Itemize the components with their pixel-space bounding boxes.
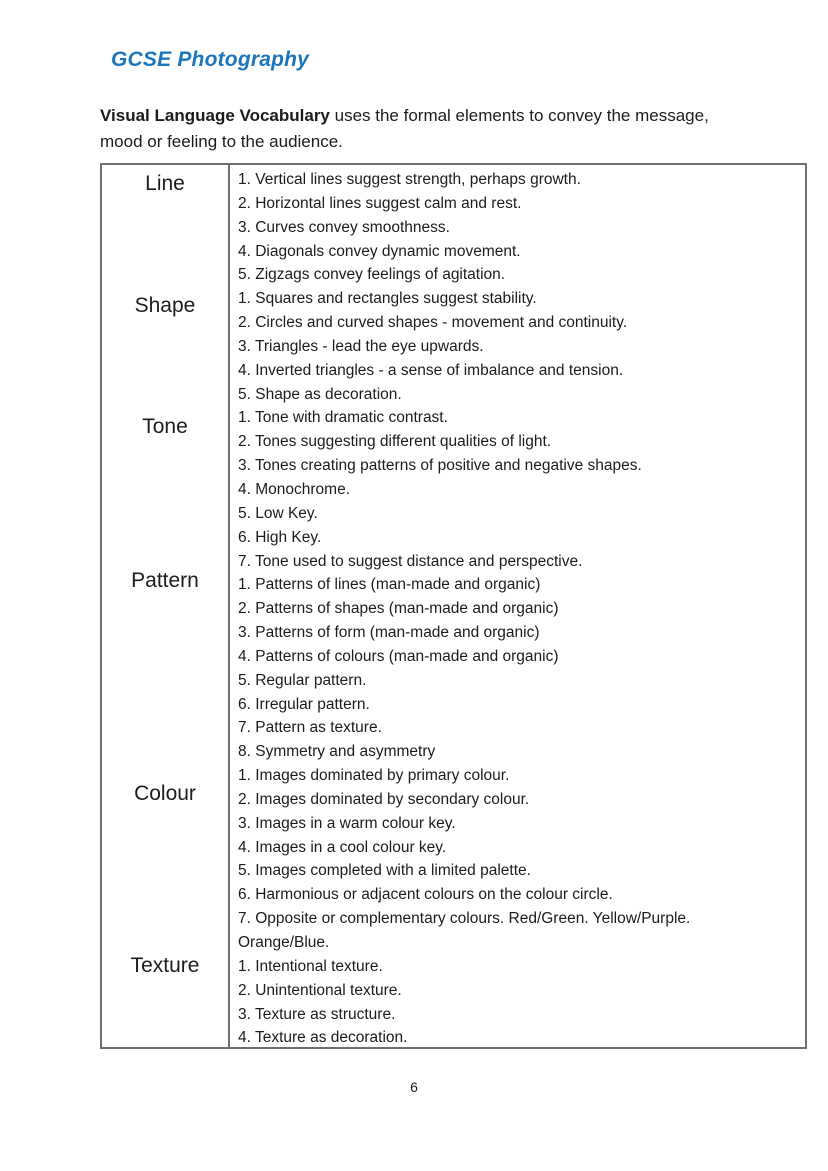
vocab-line: 6. High Key. bbox=[238, 528, 322, 546]
intro-line-2: mood or feeling to the audience. bbox=[100, 132, 343, 151]
vocab-line: 2. Images dominated by secondary colour. bbox=[238, 790, 530, 808]
vocab-line: 5. Shape as decoration. bbox=[238, 385, 402, 403]
row-label-line: Line bbox=[145, 172, 185, 195]
vocab-line: 3. Images in a warm colour key. bbox=[238, 814, 456, 832]
vocab-line: 5. Low Key. bbox=[238, 504, 318, 522]
vocab-line: 3. Triangles - lead the eye upwards. bbox=[238, 337, 484, 355]
page-number: 6 bbox=[410, 1079, 418, 1095]
row-label-pattern: Pattern bbox=[131, 569, 199, 592]
vocab-line: 3. Curves convey smoothness. bbox=[238, 218, 450, 236]
vocab-line: 2. Circles and curved shapes - movement and continuity. bbox=[238, 314, 628, 332]
vocab-line: 4. Patterns of colours (man-made and organic) bbox=[238, 647, 559, 665]
vocab-line-continuation: Orange/Blue. bbox=[238, 934, 330, 951]
vocab-line: 2. Horizontal lines suggest calm and rest. bbox=[238, 194, 522, 212]
intro-line-1 bbox=[100, 103, 790, 129]
intro-bold-phrase: Visual Language Vocabulary bbox=[100, 106, 330, 125]
vocab-line: 4. Monochrome. bbox=[238, 480, 350, 498]
vocab-line: 6. Irregular pattern. bbox=[238, 695, 370, 713]
row-label-texture: Texture bbox=[130, 954, 200, 977]
vocab-line: 1. Patterns of lines (man-made and organic) bbox=[238, 576, 541, 594]
vocab-line: 1. Tone with dramatic contrast. bbox=[238, 409, 448, 427]
vocab-line: 7. Pattern as texture. bbox=[238, 719, 382, 737]
vocab-line: 7. Opposite or complementary colours. Red/Green. Yellow/Purple. bbox=[238, 910, 691, 928]
vocab-line: 2. Unintentional texture. bbox=[238, 981, 402, 999]
vocab-line: 1. Squares and rectangles suggest stability. bbox=[238, 290, 537, 308]
row-label-colour: Colour bbox=[134, 782, 196, 805]
table-label-column bbox=[102, 165, 230, 1047]
vocab-line: 4. Inverted triangles - a sense of imbalance and tension. bbox=[238, 361, 624, 379]
vocab-line: 8. Symmetry and asymmetry bbox=[238, 743, 436, 761]
vocab-line: 5. Regular pattern. bbox=[238, 671, 367, 689]
vocab-line: 7. Tone used to suggest distance and perspective. bbox=[238, 552, 583, 570]
vocab-line: 5. Zigzags convey feelings of agitation. bbox=[238, 266, 506, 284]
table-content-column bbox=[230, 165, 805, 1047]
vocab-line: 2. Tones suggesting different qualities of light. bbox=[238, 433, 552, 451]
vocab-line: 1. Vertical lines suggest strength, perhaps growth. bbox=[238, 171, 581, 188]
vocab-line: 1. Intentional texture. bbox=[238, 957, 383, 975]
intro-paragraph bbox=[100, 103, 790, 155]
vocab-line: 3. Patterns of form (man-made and organic) bbox=[238, 624, 540, 642]
row-label-shape: Shape bbox=[134, 294, 196, 317]
vocab-line: 4. Diagonals convey dynamic movement. bbox=[238, 242, 521, 260]
vocab-line: 3. Tones creating patterns of positive and negative shapes. bbox=[238, 457, 642, 475]
vocab-line: 5. Images completed with a limited palette. bbox=[238, 862, 531, 880]
vocab-line: 4. Texture as decoration. bbox=[238, 1029, 408, 1047]
intro-line-1-rest: uses the formal elements to convey the message, bbox=[329, 106, 709, 125]
vocab-line: 2. Patterns of shapes (man-made and organic) bbox=[238, 600, 559, 618]
vocab-line: 4. Images in a cool colour key. bbox=[238, 838, 447, 856]
vocab-line: 6. Harmonious or adjacent colours on the colour circle. bbox=[238, 886, 613, 904]
vocab-line: 1. Images dominated by primary colour. bbox=[238, 767, 510, 785]
row-label-tone: Tone bbox=[142, 415, 188, 438]
vocab-line: 3. Texture as structure. bbox=[238, 1005, 396, 1023]
vocabulary-table bbox=[100, 163, 807, 1049]
doc-title: GCSE Photography bbox=[111, 48, 310, 71]
